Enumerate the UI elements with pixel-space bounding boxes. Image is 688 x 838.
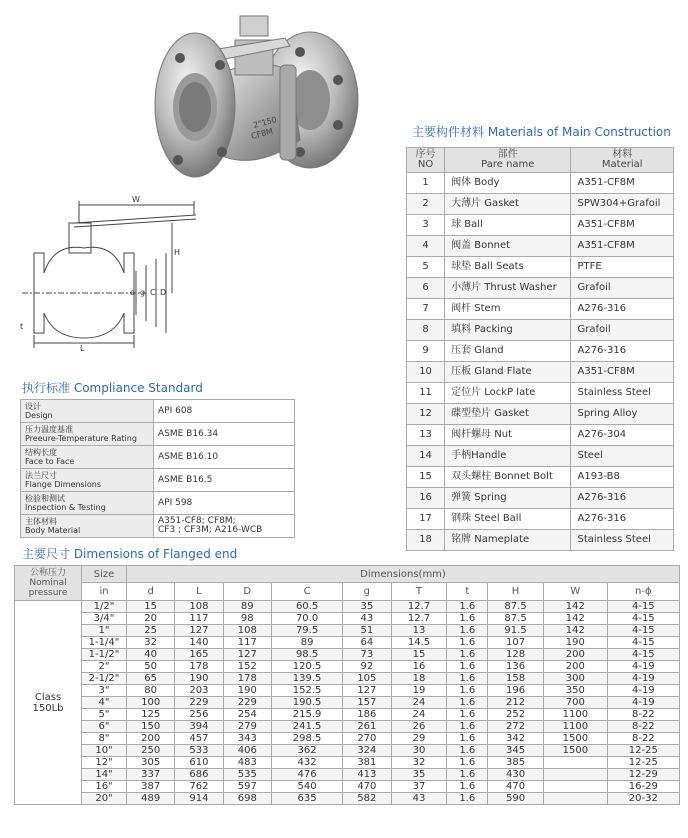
- dimension-cell: 4-15: [607, 601, 679, 613]
- dimension-cell: 582: [343, 793, 391, 805]
- label-c: C: [150, 288, 156, 297]
- size-cell: 8": [82, 733, 127, 745]
- dimension-cell: 43: [391, 793, 447, 805]
- size-cell: 12": [82, 757, 127, 769]
- dimension-cell: 1100: [544, 721, 608, 733]
- dimension-cell: 1.6: [447, 601, 488, 613]
- dimension-cell: 8-22: [607, 733, 679, 745]
- dimension-cell: 13: [391, 625, 447, 637]
- col-header: t: [447, 583, 488, 601]
- dimension-row: [15, 709, 680, 721]
- dimension-cell: 279: [223, 721, 271, 733]
- dimension-cell: 140: [175, 637, 223, 649]
- dimension-row: [15, 685, 680, 697]
- dimension-cell: 8-22: [607, 721, 679, 733]
- dimension-cell: 1.6: [447, 721, 488, 733]
- dimension-cell: 1100: [544, 709, 608, 721]
- size-cell: 3/4": [82, 613, 127, 625]
- dimension-cell: 385: [488, 757, 544, 769]
- nameplate-material: CF8M: [250, 126, 274, 141]
- dimension-cell: 15: [391, 649, 447, 661]
- dimension-row: [15, 601, 680, 613]
- size-cell: 5": [82, 709, 127, 721]
- dimension-cell: 324: [343, 745, 391, 757]
- dimension-cell: 762: [175, 781, 223, 793]
- dimension-cell: 4-19: [607, 697, 679, 709]
- dimension-cell: 24: [391, 709, 447, 721]
- dimension-cell: 533: [175, 745, 223, 757]
- size-cell: 1-1/4": [82, 637, 127, 649]
- materials-title: 主要构件材料 Materials of Main Construction: [412, 125, 671, 139]
- dimension-cell: 483: [223, 757, 271, 769]
- materials-row: 16 弹簧 Spring A276-316: [407, 488, 674, 509]
- dimension-cell: 50: [127, 661, 175, 673]
- materials-row: 1 阀体 Body A351-CF8M: [407, 173, 674, 194]
- dimension-cell: 200: [127, 733, 175, 745]
- col-header: L: [175, 583, 223, 601]
- size-cell: 1": [82, 625, 127, 637]
- size-cell: 1-1/2": [82, 649, 127, 661]
- label-h: H: [174, 248, 181, 257]
- dimension-cell: 610: [175, 757, 223, 769]
- size-cell: 16": [82, 781, 127, 793]
- dimension-cell: 1.6: [447, 745, 488, 757]
- dimension-cell: 1.6: [447, 649, 488, 661]
- dimension-cell: 127: [223, 649, 271, 661]
- size-cell: 4": [82, 697, 127, 709]
- dimension-cell: 470: [488, 781, 544, 793]
- dimension-row: [15, 793, 680, 805]
- dimension-cell: 24: [391, 697, 447, 709]
- dimension-cell: 18: [391, 673, 447, 685]
- dimension-cell: 298.5: [271, 733, 342, 745]
- dimension-cell: 186: [343, 709, 391, 721]
- dimension-cell: 1.6: [447, 661, 488, 673]
- dimension-cell: 128: [488, 649, 544, 661]
- dimension-cell: 190: [175, 673, 223, 685]
- dimension-cell: 89: [271, 637, 342, 649]
- dimension-cell: 413: [343, 769, 391, 781]
- dimension-cell: 4-19: [607, 673, 679, 685]
- dimension-cell: 272: [488, 721, 544, 733]
- materials-row: 3 球 Ball A351-CF8M: [407, 215, 674, 236]
- dimension-cell: 470: [343, 781, 391, 793]
- label-l: L: [80, 344, 85, 353]
- dimension-row: [15, 673, 680, 685]
- dimension-row: [15, 625, 680, 637]
- dimension-cell: 250: [127, 745, 175, 757]
- dimension-cell: 127: [343, 685, 391, 697]
- dimension-row: [15, 757, 680, 769]
- dimension-cell: 1.6: [447, 685, 488, 697]
- dimension-cell: 37: [391, 781, 447, 793]
- dimension-cell: 40: [127, 649, 175, 661]
- dimension-cell: 108: [223, 625, 271, 637]
- nameplate-size: 2"150: [252, 115, 278, 130]
- materials-row: 18 铭牌 Nameplate Stainless Steel: [407, 530, 674, 551]
- header-unit: in: [82, 583, 127, 601]
- dimension-cell: 12-29: [607, 769, 679, 781]
- dimension-row: [15, 649, 680, 661]
- col-header: C: [271, 583, 342, 601]
- dimension-cell: 337: [127, 769, 175, 781]
- dimension-cell: 12-25: [607, 745, 679, 757]
- col-header: n-ϕ: [607, 583, 679, 601]
- compliance-row: 检验和测试 Inspection & Testing API 598: [21, 492, 295, 515]
- dimension-cell: 200: [544, 661, 608, 673]
- dimension-cell: 20-32: [607, 793, 679, 805]
- dimension-cell: [544, 757, 608, 769]
- dimension-row: [15, 769, 680, 781]
- dimension-cell: 30: [391, 745, 447, 757]
- dimension-row: [15, 745, 680, 757]
- materials-row: 5 球垫 Ball Seats PTFE: [407, 257, 674, 278]
- dimension-cell: 16: [391, 661, 447, 673]
- dimension-cell: 381: [343, 757, 391, 769]
- dimension-row: [15, 733, 680, 745]
- dimension-cell: 196: [488, 685, 544, 697]
- col-header: g: [343, 583, 391, 601]
- dimension-cell: 32: [391, 757, 447, 769]
- dimension-cell: 229: [175, 697, 223, 709]
- dimension-cell: 92: [343, 661, 391, 673]
- dimension-cell: 65: [127, 673, 175, 685]
- dimension-cell: 1.6: [447, 697, 488, 709]
- dimension-cell: 12-25: [607, 757, 679, 769]
- dimension-cell: 32: [127, 637, 175, 649]
- dimension-cell: 215.9: [271, 709, 342, 721]
- header-size: Size: [82, 566, 127, 583]
- dimension-cell: 254: [223, 709, 271, 721]
- materials-row: 7 阀杆 Stem A276-316: [407, 299, 674, 320]
- dimension-cell: 597: [223, 781, 271, 793]
- size-cell: 14": [82, 769, 127, 781]
- materials-row: 10 压板 Gland Flate A351-CF8M: [407, 362, 674, 383]
- header-part: 部件 Pare name: [445, 148, 571, 173]
- dimension-cell: 1.6: [447, 673, 488, 685]
- dimension-cell: 165: [175, 649, 223, 661]
- header-pressure: 公称压力 Nominal pressure: [15, 566, 82, 601]
- dimension-cell: 1500: [544, 745, 608, 757]
- dimension-cell: 229: [223, 697, 271, 709]
- compliance-row: 结构长度 Face to Face ASME B16.10: [21, 446, 295, 469]
- dimension-cell: 117: [223, 637, 271, 649]
- label-g: g: [140, 288, 146, 297]
- dimension-cell: 1.6: [447, 733, 488, 745]
- col-header: D: [223, 583, 271, 601]
- size-cell: 1/2": [82, 601, 127, 613]
- dimension-cell: 139.5: [271, 673, 342, 685]
- dimension-cell: 914: [175, 793, 223, 805]
- dimension-cell: 1.6: [447, 793, 488, 805]
- label-d-small: d: [130, 288, 136, 297]
- pressure-class: Class 150Lb: [15, 601, 82, 805]
- compliance-row: 设计 Design API 608: [21, 400, 295, 423]
- dimensions-title: 主要尺寸 Dimensions of Flanged end: [22, 547, 238, 561]
- label-d: D: [160, 288, 167, 297]
- size-cell: 3": [82, 685, 127, 697]
- dimension-cell: 1.6: [447, 757, 488, 769]
- materials-row: 15 双头螺柱 Bonnet Bolt A193-B8: [407, 467, 674, 488]
- header-no: 序号 NO: [407, 148, 445, 173]
- materials-row: 4 阀盖 Bonnet A351-CF8M: [407, 236, 674, 257]
- dimension-cell: 4-19: [607, 661, 679, 673]
- dimension-cell: 406: [223, 745, 271, 757]
- col-header: H: [488, 583, 544, 601]
- dimension-cell: 1.6: [447, 709, 488, 721]
- dimension-cell: 1.6: [447, 625, 488, 637]
- materials-row: 13 阀杆螺母 Nut A276-304: [407, 425, 674, 446]
- dimension-cell: 14.5: [391, 637, 447, 649]
- dimension-row: [15, 781, 680, 793]
- materials-row: 8 填料 Packing Grafoil: [407, 320, 674, 341]
- dimension-cell: 1.6: [447, 769, 488, 781]
- dimension-cell: 12.7: [391, 613, 447, 625]
- materials-row: 12 碟型垫片 Gasket Spring Alloy: [407, 404, 674, 425]
- dimension-cell: 535: [223, 769, 271, 781]
- dimension-cell: 98.5: [271, 649, 342, 661]
- dimension-row: [15, 613, 680, 625]
- dimension-cell: 87.5: [488, 613, 544, 625]
- dimension-cell: 1.6: [447, 637, 488, 649]
- size-cell: 10": [82, 745, 127, 757]
- header-material: 材料 Material: [571, 148, 674, 173]
- col-header: W: [544, 583, 608, 601]
- dimension-cell: 89: [223, 601, 271, 613]
- dimension-cell: 178: [175, 661, 223, 673]
- dimension-cell: 12.7: [391, 601, 447, 613]
- dimension-cell: 87.5: [488, 601, 544, 613]
- materials-table: [406, 147, 674, 551]
- col-header: d: [127, 583, 175, 601]
- dimension-cell: 35: [391, 769, 447, 781]
- dimension-row: [15, 721, 680, 733]
- dimension-cell: 4-19: [607, 685, 679, 697]
- dimension-cell: 142: [544, 613, 608, 625]
- dimension-cell: 98: [223, 613, 271, 625]
- dimension-cell: 108: [175, 601, 223, 613]
- dimension-cell: 35: [343, 601, 391, 613]
- dimension-cell: 345: [488, 745, 544, 757]
- dimension-cell: 1.6: [447, 613, 488, 625]
- dimension-cell: 19: [391, 685, 447, 697]
- dimension-cell: 590: [488, 793, 544, 805]
- dimension-cell: 394: [175, 721, 223, 733]
- dimension-cell: 270: [343, 733, 391, 745]
- dimension-cell: 350: [544, 685, 608, 697]
- dimension-cell: 70.0: [271, 613, 342, 625]
- col-header: T: [391, 583, 447, 601]
- dimension-cell: 342: [488, 733, 544, 745]
- dimension-cell: 1.6: [447, 781, 488, 793]
- compliance-title: 执行标准 Compliance Standard: [22, 381, 203, 395]
- dimension-cell: 136: [488, 661, 544, 673]
- dimension-cell: 73: [343, 649, 391, 661]
- dimension-cell: 1500: [544, 733, 608, 745]
- dimension-cell: 256: [175, 709, 223, 721]
- dimension-cell: 100: [127, 697, 175, 709]
- materials-row: 2 大薄片 Gasket SPW304+Grafoil: [407, 194, 674, 215]
- dimension-cell: 142: [544, 625, 608, 637]
- dimension-cell: 25: [127, 625, 175, 637]
- dimension-cell: [544, 769, 608, 781]
- materials-row: 9 压套 Gland A276-316: [407, 341, 674, 362]
- dimension-cell: 190.5: [271, 697, 342, 709]
- dimension-cell: 698: [223, 793, 271, 805]
- dimension-cell: 91.5: [488, 625, 544, 637]
- dimension-cell: 43: [343, 613, 391, 625]
- dimension-cell: 142: [544, 601, 608, 613]
- dimension-cell: 457: [175, 733, 223, 745]
- dimension-cell: 190: [223, 685, 271, 697]
- dimension-cell: 125: [127, 709, 175, 721]
- dimension-cell: 158: [488, 673, 544, 685]
- dimension-row: [15, 637, 680, 649]
- dimension-cell: 120.5: [271, 661, 342, 673]
- compliance-row: 压力温度基准 Preeure-Temperature Rating ASME B16.34: [21, 423, 295, 446]
- label-t: t: [20, 322, 24, 331]
- dimension-cell: 362: [271, 745, 342, 757]
- dimensions-table: [14, 565, 680, 805]
- dimension-cell: 432: [271, 757, 342, 769]
- dimension-cell: 387: [127, 781, 175, 793]
- header-dimensions: Dimensions(mm): [127, 566, 680, 583]
- size-cell: 6": [82, 721, 127, 733]
- dimension-cell: 157: [343, 697, 391, 709]
- dimension-cell: 4-15: [607, 613, 679, 625]
- dimension-cell: 261: [343, 721, 391, 733]
- dimension-drawing: [14, 193, 214, 353]
- ball-valve-photo: [150, 10, 365, 200]
- compliance-row: 法兰尺寸 Flange Dimensions ASME B16.5: [21, 469, 295, 492]
- dimension-cell: 117: [175, 613, 223, 625]
- materials-row: 6 小薄片 Thrust Washer Grafoil: [407, 278, 674, 299]
- dimension-cell: 152.5: [271, 685, 342, 697]
- label-w: W: [132, 195, 140, 204]
- dimension-cell: 64: [343, 637, 391, 649]
- dimension-cell: 700: [544, 697, 608, 709]
- dimension-cell: 80: [127, 685, 175, 697]
- materials-row: 14 手柄Handle Steel: [407, 446, 674, 467]
- dimension-cell: 26: [391, 721, 447, 733]
- dimension-cell: 300: [544, 673, 608, 685]
- dimension-cell: 252: [488, 709, 544, 721]
- dimension-cell: 105: [343, 673, 391, 685]
- dimension-row: [15, 697, 680, 709]
- dimension-cell: 51: [343, 625, 391, 637]
- dimension-cell: [544, 781, 608, 793]
- dimension-cell: 4-15: [607, 649, 679, 661]
- dimension-cell: 430: [488, 769, 544, 781]
- dimension-cell: 178: [223, 673, 271, 685]
- dimension-cell: 4-15: [607, 637, 679, 649]
- dimension-cell: 212: [488, 697, 544, 709]
- dimension-cell: 20: [127, 613, 175, 625]
- dimension-cell: 200: [544, 649, 608, 661]
- dimension-cell: 150: [127, 721, 175, 733]
- size-cell: 2": [82, 661, 127, 673]
- dimension-cell: 60.5: [271, 601, 342, 613]
- dimension-cell: 476: [271, 769, 342, 781]
- dimension-cell: 686: [175, 769, 223, 781]
- size-cell: 2-1/2": [82, 673, 127, 685]
- dimension-cell: 8-22: [607, 709, 679, 721]
- dimension-cell: 107: [488, 637, 544, 649]
- dimension-cell: 127: [175, 625, 223, 637]
- compliance-table: [20, 399, 295, 538]
- dimension-cell: 489: [127, 793, 175, 805]
- dimension-cell: 152: [223, 661, 271, 673]
- dimension-row: [15, 661, 680, 673]
- dimension-cell: 305: [127, 757, 175, 769]
- dimension-cell: 79.5: [271, 625, 342, 637]
- dimension-cell: 190: [544, 637, 608, 649]
- materials-row: 17 钢珠 Steel Ball A276-316: [407, 509, 674, 530]
- dimension-cell: 15: [127, 601, 175, 613]
- dimension-cell: 343: [223, 733, 271, 745]
- dimension-cell: 635: [271, 793, 342, 805]
- compliance-row: 主体材料 Body Material A351-CF8; CF8M; CF3 ; CF3M; A216-WCB: [21, 515, 295, 538]
- dimension-cell: 16-29: [607, 781, 679, 793]
- dimension-cell: 29: [391, 733, 447, 745]
- materials-row: 11 定位片 LockP late Stainless Steel: [407, 383, 674, 404]
- dimension-cell: 540: [271, 781, 342, 793]
- dimension-cell: [544, 793, 608, 805]
- dimension-cell: 203: [175, 685, 223, 697]
- dimension-cell: 4-15: [607, 625, 679, 637]
- dimension-cell: 241.5: [271, 721, 342, 733]
- size-cell: 20": [82, 793, 127, 805]
